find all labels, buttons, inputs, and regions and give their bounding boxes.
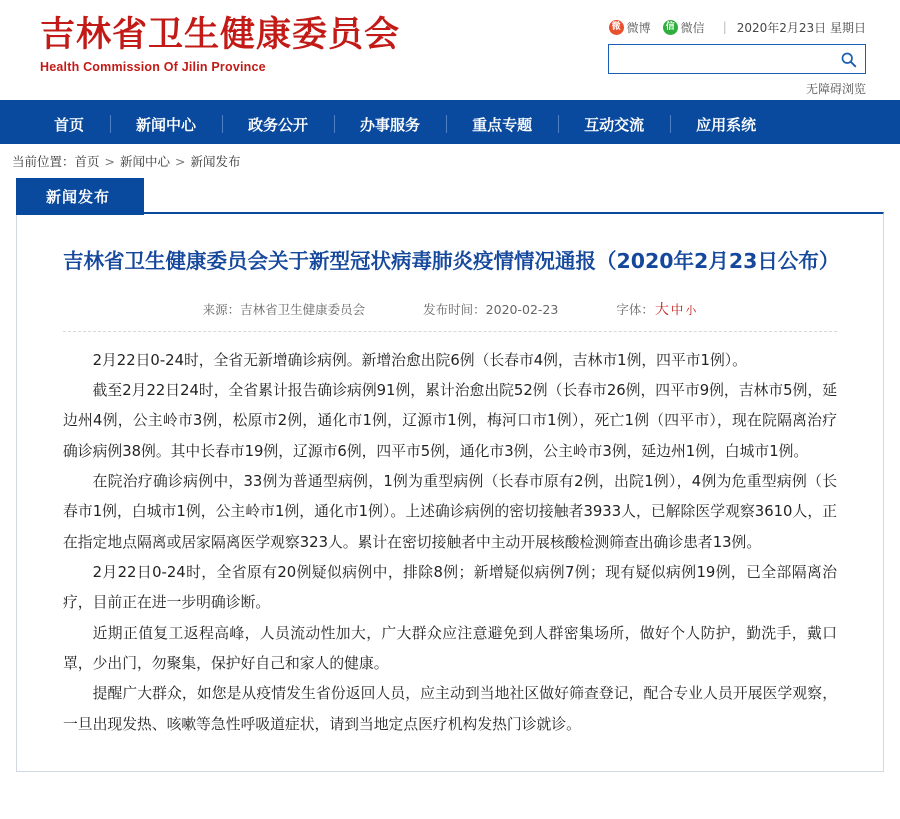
page-title: 吉林省卫生健康委员会关于新型冠状病毒肺炎疫情情况通报（2020年2月23日公布） <box>63 249 840 273</box>
article-publish-label: 发布时间： <box>423 301 486 317</box>
font-size-label: 字体： <box>616 301 654 317</box>
header-top-row <box>446 18 866 36</box>
article-source-value: 吉林省卫生健康委员会 <box>240 301 366 317</box>
site-header <box>0 0 900 104</box>
site-logo[interactable] <box>40 14 400 74</box>
weixin-link[interactable] <box>663 19 705 36</box>
article-body <box>63 332 837 740</box>
nav-item-applications[interactable]: 应用系统 <box>670 104 782 144</box>
main-navigation <box>0 104 900 144</box>
accessibility-link[interactable]: 无障碍浏览 <box>805 82 866 96</box>
section-tab-news-release[interactable]: 新闻发布 <box>16 178 144 215</box>
weixin-label: 微信 <box>680 20 705 35</box>
breadcrumb-separator: > <box>104 153 116 169</box>
content-wrapper <box>0 178 900 772</box>
breadcrumb-item-home[interactable]: 首页 <box>74 154 100 169</box>
font-size-control <box>616 299 697 319</box>
article-meta <box>63 299 837 332</box>
nav-item-news-center[interactable]: 新闻中心 <box>110 104 222 144</box>
search-icon <box>840 51 857 68</box>
search-button[interactable] <box>831 45 865 73</box>
logo-title-cn: 吉林省卫生健康委员会 <box>40 15 401 55</box>
article-paragraph: 2月22日0-24时，全省原有20例疑似病例中，排除8例；新增疑似病例7例；现有疑似病例19例，已全部隔离治疗，目前正在进一步明确诊断。 <box>63 564 837 612</box>
breadcrumb <box>0 144 900 178</box>
breadcrumb-item-news-center[interactable]: 新闻中心 <box>120 154 171 169</box>
breadcrumb-prefix: 当前位置： <box>12 154 75 169</box>
nav-item-home[interactable]: 首页 <box>54 115 85 134</box>
article-source <box>203 300 366 318</box>
weibo-link[interactable] <box>609 19 651 36</box>
date-divider: | <box>722 20 727 34</box>
article-paragraph: 在院治疗确诊病例中，33例为普通型病例，1例为重型病例（长春市原有2例，出院1例），4例为危重型病例（长春市1例，白城市1例，公主岭市1例，通化市1例）。上述确诊病例的密切接触者3933人，已解除医学观察3610人，正在指定地点隔离或居家隔离医学观察323人。累计在密切接触者中主动开展核酸检测筛查出确诊患者13例。 <box>63 473 837 551</box>
search-input[interactable] <box>609 45 831 73</box>
article-paragraph: 截至2月22日24时，全省累计报告确诊病例91例，累计治愈出院52例（长春市26例，四平市9例，吉林市5例，延边州4例，公主岭市3例，松原市2例，通化市1例，辽源市1例，梅河口市1例），死亡1例（四平市），现在院隔离治疗确诊病例38例。其中长春市19例，辽源市6例，四平市5例，通化市3例，公主岭市3例，延边州1例，白城市1例。 <box>63 382 837 460</box>
current-date: 2020年2月23日 星期日 <box>736 20 866 35</box>
article-source-label: 来源： <box>202 301 241 317</box>
nav-item-interaction[interactable]: 互动交流 <box>558 104 670 144</box>
article-paragraph: 近期正值复工返程高峰，人员流动性加大，广大群众应注意避免到人群密集场所，做好个人防护，勤洗手，戴口罩，少出门，勿聚集，保护好自己和家人的健康。 <box>63 624 837 673</box>
weibo-label: 微博 <box>626 20 651 35</box>
nav-item-services[interactable]: 办事服务 <box>334 104 446 144</box>
font-size-medium-button[interactable]: 中 <box>670 301 684 317</box>
weibo-icon: 微 <box>609 20 624 35</box>
nav-item-government-affairs[interactable]: 政务公开 <box>222 104 334 144</box>
article-paragraph: 2月22日0-24时，全省无新增确诊病例。新增治愈出院6例（长春市4例，吉林市1例，四平市1例）。 <box>92 351 747 369</box>
breadcrumb-separator: > <box>175 153 186 169</box>
nav-item-topics[interactable]: 重点专题 <box>446 104 558 144</box>
article-publish-value: 2020-02-23 <box>485 301 559 317</box>
article-paragraph: 提醒广大群众，如您是从疫情发生省份返回人员，应主动到当地社区做好筛查登记，配合专业人员开展医学观察，一旦出现发热、咳嗽等急性呼吸道症状，请到当地定点医疗机构发热门诊就诊。 <box>63 685 837 733</box>
header-utility-area <box>446 18 866 97</box>
breadcrumb-item-news-release[interactable]: 新闻发布 <box>190 154 241 169</box>
font-size-large-button[interactable]: 大 <box>654 301 669 318</box>
section-tab-row <box>8 178 892 212</box>
search-bar[interactable] <box>608 44 866 74</box>
article-publish-time <box>423 300 558 318</box>
article-card <box>16 212 884 772</box>
weixin-icon: 信 <box>663 20 678 35</box>
logo-title-en: Health Commission Of Jilin Province <box>40 59 266 74</box>
font-size-small-button[interactable]: 小 <box>685 303 697 317</box>
